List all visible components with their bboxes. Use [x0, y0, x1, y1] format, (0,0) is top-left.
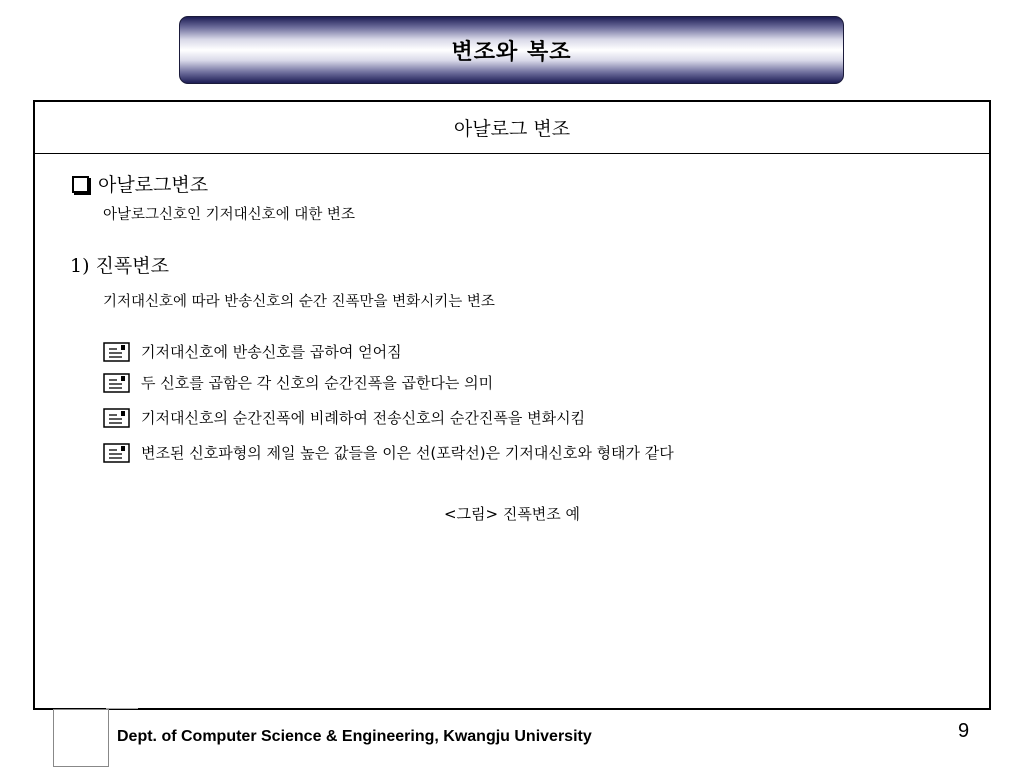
- footer-logo-box: [53, 709, 109, 767]
- list-item: [103, 400, 674, 435]
- list-item: [103, 365, 674, 400]
- footer-department: Dept. of Computer Science & Engineering, Kwangju University: [117, 728, 592, 745]
- footer-decoration: [106, 708, 138, 714]
- subheading: 1) 진폭변조: [70, 255, 169, 277]
- note-icon: [103, 373, 131, 393]
- heading: 아날로그변조: [98, 174, 209, 196]
- bullet-text: 기저대신호에 반송신호를 곱하여 얻어짐: [141, 343, 402, 361]
- bullet-list: [103, 338, 674, 470]
- list-item: [103, 435, 674, 470]
- section-header: 아날로그 변조: [35, 102, 989, 154]
- bullet-text: 기저대신호의 순간진폭에 비례하여 전송신호의 순간진폭을 변화시킴: [141, 409, 586, 427]
- note-icon: [103, 408, 131, 428]
- note-icon: [103, 342, 131, 362]
- bullet-text: 변조된 신호파형의 제일 높은 값들을 이은 선(포락선)은 기저대신호와 형태가 같다: [141, 444, 674, 462]
- checkbox-bullet-icon: [72, 176, 89, 193]
- heading-description: 아날로그신호인 기저대신호에 대한 변조: [103, 207, 355, 223]
- slide-title: 변조와 복조: [451, 39, 572, 65]
- slide-title-banner: [179, 16, 844, 84]
- page-number: 9: [958, 720, 970, 742]
- heading-row: [72, 170, 208, 197]
- subheading-description: 기저대신호에 따라 반송신호의 순간 진폭만을 변화시키는 변조: [103, 294, 495, 310]
- note-icon: [103, 443, 131, 463]
- list-item: [103, 338, 674, 365]
- bullet-text: 두 신호를 곱함은 각 신호의 순간진폭을 곱한다는 의미: [141, 374, 494, 392]
- figure-caption: <그림> 진폭변조 예: [443, 505, 581, 523]
